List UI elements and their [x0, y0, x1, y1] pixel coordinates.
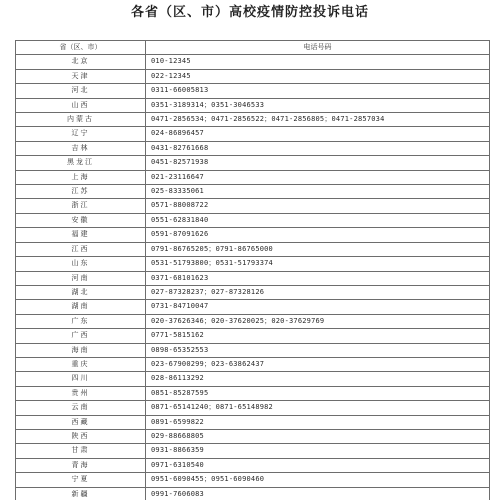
table-row — [16, 69, 490, 83]
document-title: 各省（区、市）高校疫情防控投诉电话 — [130, 5, 369, 20]
phone-cell: 023-67900299；023-63862437 — [146, 357, 490, 371]
header-phone: 电话号码 — [146, 41, 490, 55]
phone-cell: 0471-2856534；0471-2856522；0471-2856805；0471-2857034 — [146, 113, 490, 127]
phone-cell: 0731-84710047 — [146, 300, 490, 314]
table-row — [16, 170, 490, 184]
phone-cell: 0931-8866359 — [146, 444, 490, 458]
region-cell: 四川 — [16, 372, 146, 386]
region-cell: 贵州 — [16, 386, 146, 400]
phone-cell: 0891-6599822 — [146, 415, 490, 429]
region-cell: 湖北 — [16, 285, 146, 299]
region-cell: 江苏 — [16, 185, 146, 199]
phone-cell: 028-86113292 — [146, 372, 490, 386]
phone-cell: 027-87328237；027-87328126 — [146, 285, 490, 299]
table-row — [16, 429, 490, 443]
region-cell: 上海 — [16, 170, 146, 184]
phone-cell: 0431-82761668 — [146, 141, 490, 155]
region-cell: 海南 — [16, 343, 146, 357]
phone-cell: 0371-68101623 — [146, 271, 490, 285]
region-cell: 广东 — [16, 314, 146, 328]
region-cell: 云南 — [16, 401, 146, 415]
region-cell: 广西 — [16, 329, 146, 343]
phone-cell: 0451-82571938 — [146, 156, 490, 170]
phone-cell: 0351-3189314；0351-3046533 — [146, 98, 490, 112]
phone-cell: 029-88668805 — [146, 429, 490, 443]
table-row — [16, 84, 490, 98]
region-cell: 陕西 — [16, 429, 146, 443]
region-cell: 重庆 — [16, 357, 146, 371]
table-header — [16, 41, 490, 55]
phone-cell: 0571-88008722 — [146, 199, 490, 213]
phone-cell: 0898-65352553 — [146, 343, 490, 357]
phone-cell: 0871-65141240；0871-65148982 — [146, 401, 490, 415]
header-region: 省（区、市） — [16, 41, 146, 55]
phone-cell: 0591-87091626 — [146, 228, 490, 242]
phone-cell: 021-23116647 — [146, 170, 490, 184]
phone-cell: 0971-6310540 — [146, 458, 490, 472]
phone-cell: 0531-51793800；0531-51793374 — [146, 257, 490, 271]
table-row — [16, 127, 490, 141]
phone-cell: 0951-6090455；0951-6090460 — [146, 473, 490, 487]
region-cell: 内蒙古 — [16, 113, 146, 127]
region-cell: 福建 — [16, 228, 146, 242]
region-cell: 甘肃 — [16, 444, 146, 458]
table-row — [16, 372, 490, 386]
region-cell: 江西 — [16, 242, 146, 256]
region-cell: 吉林 — [16, 141, 146, 155]
table-row — [16, 386, 490, 400]
phone-cell: 010-12345 — [146, 55, 490, 69]
table-row — [16, 300, 490, 314]
table-row — [16, 98, 490, 112]
table-row — [16, 271, 490, 285]
phone-cell: 020-37626346；020-37620025；020-37629769 — [146, 314, 490, 328]
region-cell: 北京 — [16, 55, 146, 69]
table-row — [16, 113, 490, 127]
table-row — [16, 415, 490, 429]
region-cell: 天津 — [16, 69, 146, 83]
table-row — [16, 213, 490, 227]
region-cell: 湖南 — [16, 300, 146, 314]
table-row — [16, 199, 490, 213]
region-cell: 安徽 — [16, 213, 146, 227]
table-row — [16, 285, 490, 299]
region-cell: 浙江 — [16, 199, 146, 213]
region-cell: 山东 — [16, 257, 146, 271]
table-header-row — [16, 41, 490, 55]
phone-cell: 024-86896457 — [146, 127, 490, 141]
region-cell: 黑龙江 — [16, 156, 146, 170]
region-cell: 青海 — [16, 458, 146, 472]
phone-cell: 022-12345 — [146, 69, 490, 83]
table-row — [16, 473, 490, 487]
region-cell: 西藏 — [16, 415, 146, 429]
table-row — [16, 458, 490, 472]
region-cell: 河南 — [16, 271, 146, 285]
table-row — [16, 343, 490, 357]
region-cell: 宁夏 — [16, 473, 146, 487]
table-row — [16, 141, 490, 155]
region-cell: 河北 — [16, 84, 146, 98]
phone-cell: 0851-85287595 — [146, 386, 490, 400]
table-row — [16, 401, 490, 415]
region-cell: 山西 — [16, 98, 146, 112]
table-row — [16, 228, 490, 242]
table-row — [16, 156, 490, 170]
phone-cell: 0551-62831840 — [146, 213, 490, 227]
table-row — [16, 242, 490, 256]
table-row — [16, 314, 490, 328]
table-row — [16, 185, 490, 199]
region-cell: 新疆 — [16, 487, 146, 500]
table-row — [16, 257, 490, 271]
table-row — [16, 357, 490, 371]
phone-cell: 0311-66005813 — [146, 84, 490, 98]
table-body — [16, 55, 490, 500]
phone-cell: 0771-5815162 — [146, 329, 490, 343]
table-row — [16, 444, 490, 458]
table-row — [16, 487, 490, 500]
phone-cell: 0791-86765205；0791-86765000 — [146, 242, 490, 256]
table-row — [16, 55, 490, 69]
hotline-table — [15, 40, 490, 500]
phone-cell: 0991-7606083 — [146, 487, 490, 500]
table-row — [16, 329, 490, 343]
phone-cell: 025-83335061 — [146, 185, 490, 199]
region-cell: 辽宁 — [16, 127, 146, 141]
